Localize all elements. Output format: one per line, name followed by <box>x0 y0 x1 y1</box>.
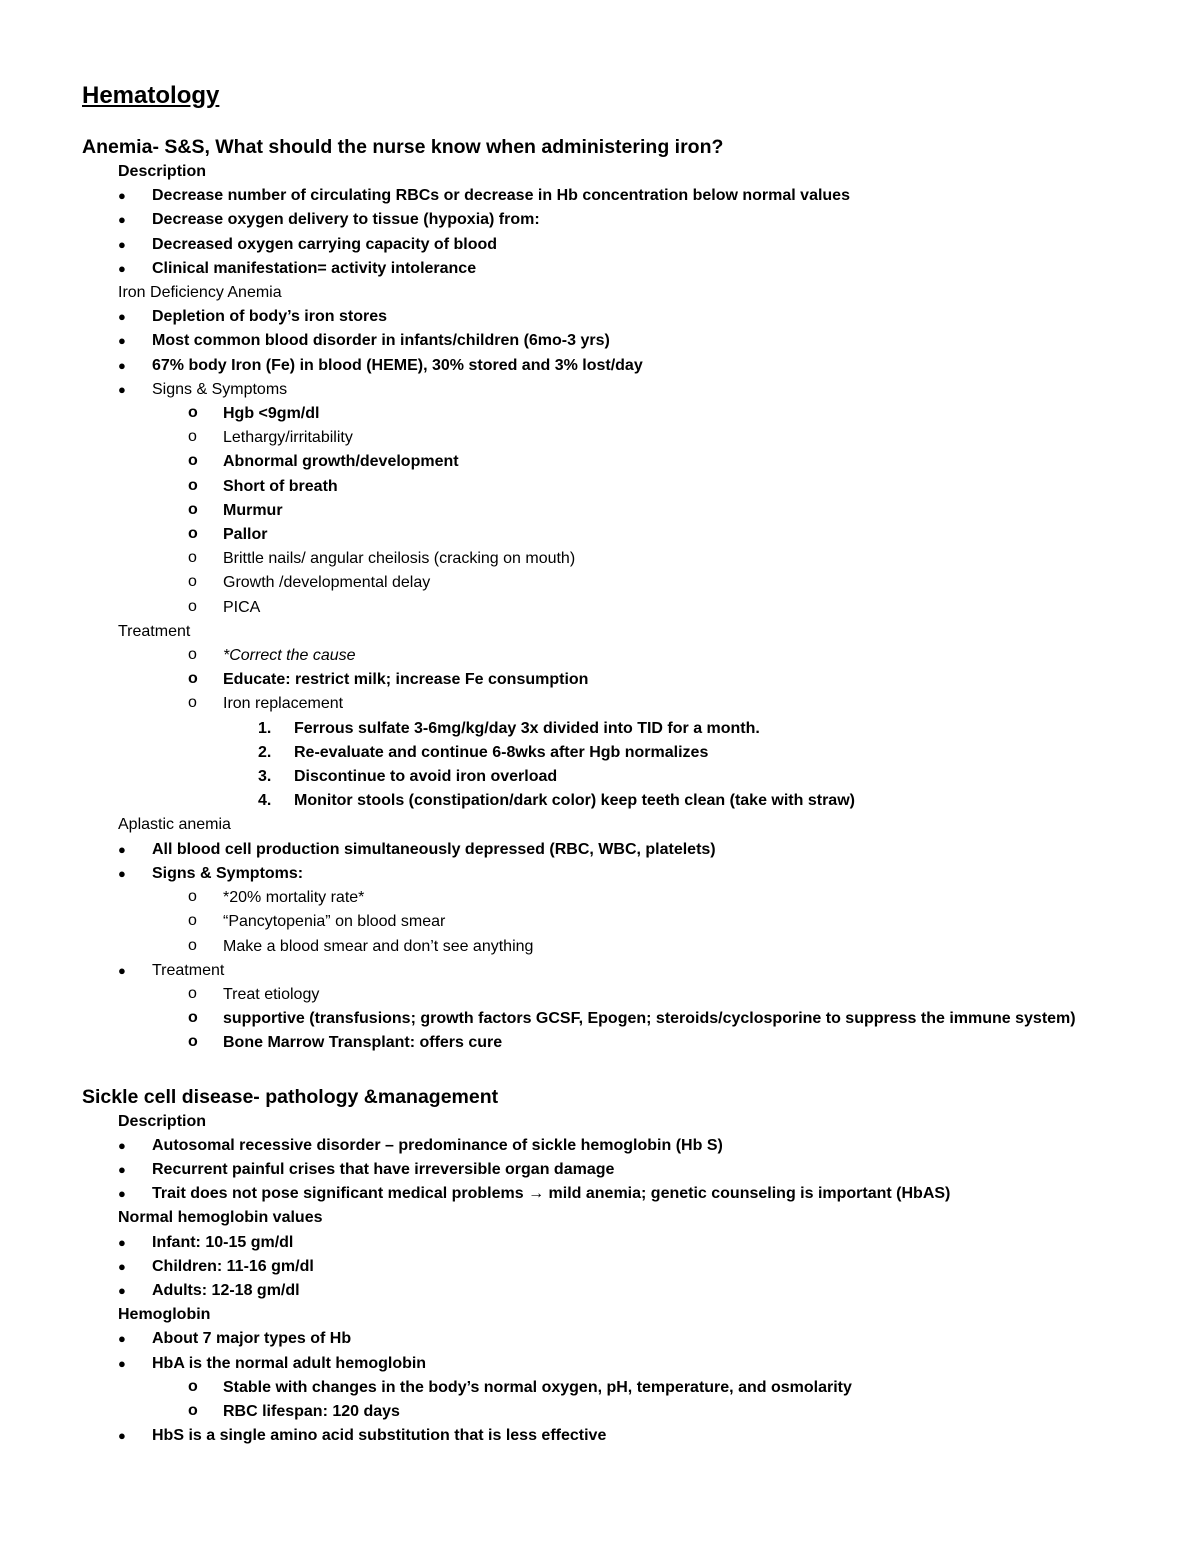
anemia-description-label: Description <box>118 163 207 180</box>
bullet-icon: ● <box>118 1186 126 1202</box>
treatment-label: Treatment <box>118 622 191 640</box>
circle-bullet-icon: o <box>188 912 197 930</box>
list-item: o Pallor <box>82 523 1162 547</box>
list-item: o *20% mortality rate* <box>82 886 1162 910</box>
list-item: o Treat etiology <box>82 983 1162 1007</box>
list-item: o Make a blood smear and don’t see anything <box>82 935 1162 959</box>
bullet-icon: ● <box>118 260 126 276</box>
bullet-icon: ● <box>118 841 126 857</box>
bullet-icon: ● <box>118 188 126 204</box>
bullet-icon: ● <box>118 212 126 228</box>
numbered-item: 1. Ferrous sulfate 3-6mg/kg/day 3x divided into TID for a month. <box>258 719 760 737</box>
bullet-icon: ● <box>118 1161 126 1177</box>
page-title: Hematology <box>82 82 220 109</box>
numbered-item: 2. Re-evaluate and continue 6-8wks after Hgb normalizes <box>258 743 709 761</box>
list-item: o “Pancytopenia” on blood smear <box>82 910 1162 934</box>
list-item: ● Decrease number of circulating RBCs or decrease in Hb concentration below normal values <box>82 184 1162 208</box>
list-item: ● Trait does not pose significant medical problems → mild anemia; genetic counseling is important (HbAS) <box>82 1182 1162 1206</box>
circle-bullet-icon: o <box>188 646 197 664</box>
bullet-icon: ● <box>118 1234 126 1250</box>
circle-bullet-icon: o <box>188 670 198 688</box>
bullet-icon: ● <box>118 309 126 325</box>
numbered-item: 4. Monitor stools (constipation/dark color) keep teeth clean (take with straw) <box>258 792 855 810</box>
list-item: ● HbS is a single amino acid substitution that is less effective <box>82 1424 1162 1448</box>
bullet-icon: ● <box>118 1258 126 1274</box>
list-item: ● Signs & Symptoms <box>82 378 1162 402</box>
list-item: ● Adults: 12-18 gm/dl <box>82 1279 1162 1303</box>
list-item: ● Signs & Symptoms: <box>82 862 1162 886</box>
list-item: ● All blood cell production simultaneously depressed (RBC, WBC, platelets) <box>82 838 1162 862</box>
circle-bullet-icon: o <box>188 573 197 591</box>
bullet-icon: ● <box>118 1282 126 1298</box>
circle-bullet-icon: o <box>188 452 198 470</box>
bullet-icon: ● <box>118 357 126 373</box>
circle-bullet-icon: o <box>188 1401 198 1419</box>
circle-bullet-icon: o <box>188 549 197 567</box>
bullet-icon: ● <box>118 1137 126 1153</box>
bullet-icon: ● <box>118 333 126 349</box>
list-item: ● Children: 11-16 gm/dl <box>82 1255 1162 1279</box>
iron-deficiency-label: Iron Deficiency Anemia <box>118 284 282 302</box>
bullet-icon: ● <box>118 1331 126 1347</box>
list-item: ● Clinical manifestation= activity intolerance <box>82 257 1162 281</box>
list-item: o Educate: restrict milk; increase Fe consumption <box>82 668 1162 692</box>
bullet-icon: ● <box>118 1355 126 1371</box>
circle-bullet-icon: o <box>188 984 197 1002</box>
list-item: ● Recurrent painful crises that have irreversible organ damage <box>82 1158 1162 1182</box>
list-item: o Brittle nails/ angular cheilosis (cracking on mouth) <box>82 547 1162 571</box>
list-item: ● Infant: 10-15 gm/dl <box>82 1231 1162 1255</box>
document-page <box>82 80 1162 1448</box>
list-item: ● Most common blood disorder in infants/children (6mo-3 yrs) <box>82 329 1162 353</box>
anemia-heading: Anemia- S&S, What should the nurse know when administering iron? <box>82 136 724 158</box>
list-item: o Hgb <9gm/dl <box>82 402 1162 426</box>
list-item: o Growth /developmental delay <box>82 571 1162 595</box>
circle-bullet-icon: o <box>188 597 197 615</box>
aplastic-anemia-label: Aplastic anemia <box>118 816 231 834</box>
list-item: o Bone Marrow Transplant: offers cure <box>82 1031 1162 1055</box>
arrow-right-icon: → <box>528 1185 545 1203</box>
bullet-icon: ● <box>118 962 126 978</box>
list-item: ● Depletion of body’s iron stores <box>82 305 1162 329</box>
list-item: ● HbA is the normal adult hemoglobin <box>82 1352 1162 1376</box>
circle-bullet-icon: o <box>188 1033 198 1051</box>
circle-bullet-icon: o <box>188 694 197 712</box>
list-item: o Iron replacement <box>82 692 1162 716</box>
sickle-description-label: Description <box>118 1112 207 1130</box>
circle-bullet-icon: o <box>188 404 198 422</box>
normal-hemoglobin-label: Normal hemoglobin values <box>118 1209 323 1227</box>
circle-bullet-icon: o <box>188 1009 198 1027</box>
list-item: ● About 7 major types of Hb <box>82 1327 1162 1351</box>
bullet-icon: ● <box>118 236 126 252</box>
circle-bullet-icon: o <box>188 1377 198 1395</box>
list-item: ● Autosomal recessive disorder – predominance of sickle hemoglobin (Hb S) <box>82 1134 1162 1158</box>
list-item: o Abnormal growth/development <box>82 450 1162 474</box>
sickle-cell-heading: Sickle cell disease- pathology &management <box>82 1085 499 1108</box>
list-item: o Lethargy/irritability <box>82 426 1162 450</box>
list-item: o Murmur <box>82 499 1162 523</box>
circle-bullet-icon: o <box>188 525 198 543</box>
list-item: o Short of breath <box>82 475 1162 499</box>
list-item: o Stable with changes in the body’s normal oxygen, pH, temperature, and osmolarity <box>82 1376 1162 1400</box>
numbered-item: 3. Discontinue to avoid iron overload <box>258 768 558 786</box>
list-item: ● Treatment <box>82 959 1162 983</box>
list-item: o *Correct the cause <box>82 644 1162 668</box>
list-item: o PICA <box>82 596 1162 620</box>
bullet-icon: ● <box>118 865 126 881</box>
list-item: ● 67% body Iron (Fe) in blood (HEME), 30% stored and 3% lost/day <box>82 354 1162 378</box>
list-item: o supportive (transfusions; growth factors GCSF, Epogen; steroids/cyclosporine to suppress the immune system) <box>82 1007 1162 1031</box>
list-item: o RBC lifespan: 120 days <box>82 1400 1162 1424</box>
circle-bullet-icon: o <box>188 500 198 518</box>
list-item: ● Decrease oxygen delivery to tissue (hypoxia) from: <box>82 208 1162 232</box>
hemoglobin-label: Hemoglobin <box>118 1306 211 1324</box>
circle-bullet-icon: o <box>188 888 197 906</box>
bullet-icon: ● <box>118 381 126 397</box>
circle-bullet-icon: o <box>188 476 198 494</box>
circle-bullet-icon: o <box>188 428 197 446</box>
list-item: ● Decreased oxygen carrying capacity of blood <box>82 233 1162 257</box>
circle-bullet-icon: o <box>188 936 197 954</box>
bullet-icon: ● <box>118 1428 126 1444</box>
